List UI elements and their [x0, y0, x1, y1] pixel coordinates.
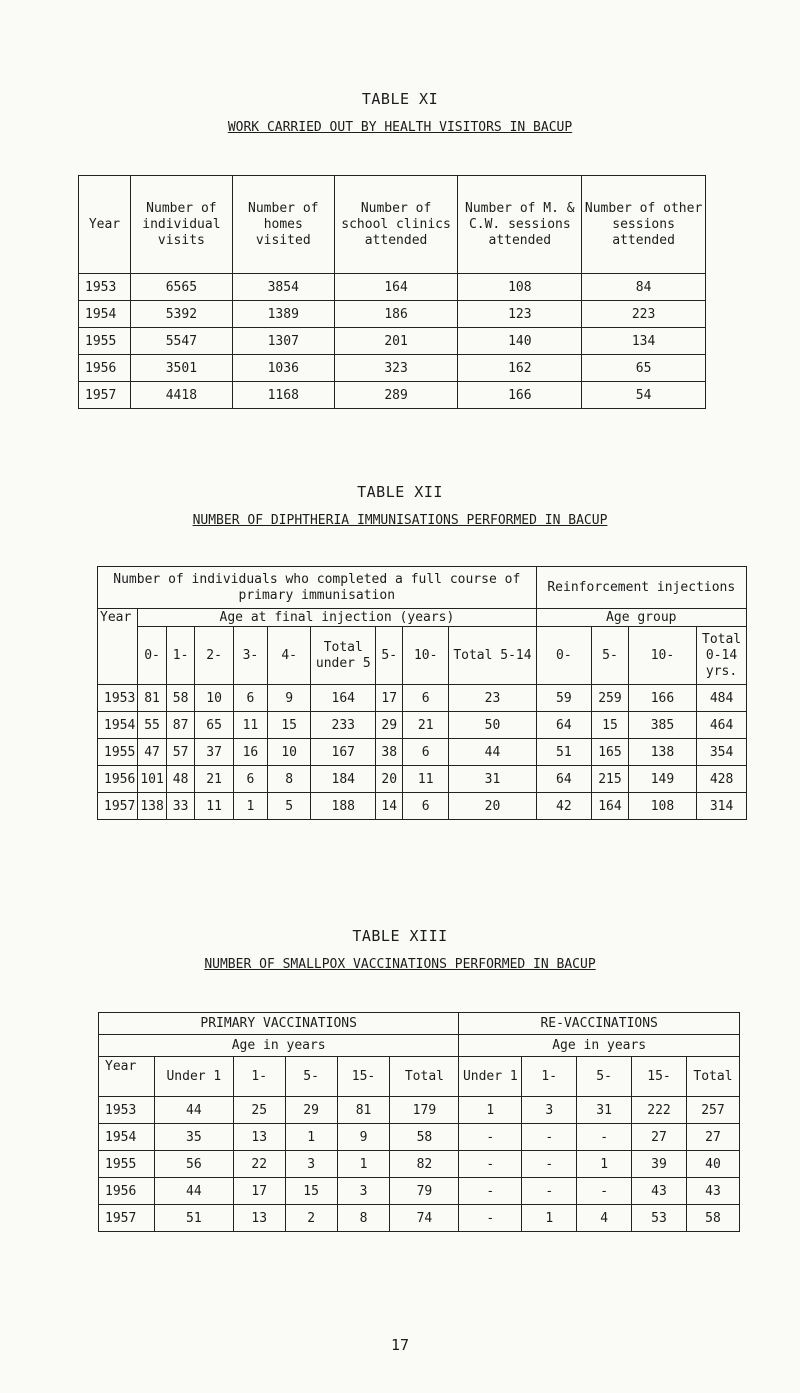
age-in-years-header: Age in years — [99, 1035, 459, 1057]
table-cell: - — [522, 1124, 577, 1151]
table-cell: - — [459, 1124, 522, 1151]
table-11-title: TABLE XI — [361, 90, 439, 108]
table-cell: 164 — [592, 793, 629, 820]
table-cell: 5547 — [130, 328, 232, 355]
table-cell: 10 — [195, 685, 233, 712]
column-header: 0- — [138, 627, 166, 685]
column-header: 4- — [268, 627, 311, 685]
table-cell: 40 — [686, 1151, 739, 1178]
column-header: Number of homes visited — [232, 176, 334, 274]
table-cell: 164 — [311, 685, 376, 712]
table-cell: 1168 — [232, 382, 334, 409]
table-row — [79, 382, 706, 409]
table-cell: 223 — [582, 301, 706, 328]
primary-immunisation-header: Number of individuals who completed a full course of primary immunisation — [98, 567, 537, 609]
year-cell: 1957 — [79, 382, 131, 409]
column-header: Number of individual visits — [130, 176, 232, 274]
year-cell: 1956 — [79, 355, 131, 382]
table-cell: 6 — [233, 685, 267, 712]
table-row — [99, 1178, 740, 1205]
table-11 — [78, 175, 706, 409]
table-cell: 108 — [458, 274, 582, 301]
table-11-body — [79, 274, 706, 409]
age-at-final-injection-header: Age at final injection (years) — [138, 609, 536, 627]
table-cell: 1389 — [232, 301, 334, 328]
table-row — [79, 355, 706, 382]
table-cell: 9 — [268, 685, 311, 712]
year-cell: 1957 — [98, 793, 138, 820]
year-cell: 1955 — [79, 328, 131, 355]
table-cell: 43 — [686, 1178, 739, 1205]
table-cell: 29 — [285, 1097, 337, 1124]
year-cell: 1954 — [98, 712, 138, 739]
column-header: 10- — [403, 627, 449, 685]
table-cell: 1 — [577, 1151, 632, 1178]
table-cell: - — [577, 1124, 632, 1151]
table-row — [79, 328, 706, 355]
table-cell: 4418 — [130, 382, 232, 409]
table-cell: 149 — [628, 766, 696, 793]
table-cell: 162 — [458, 355, 582, 382]
re-vaccinations-header: RE-VACCINATIONS — [459, 1013, 740, 1035]
table-cell: 58 — [166, 685, 195, 712]
table-row — [79, 274, 706, 301]
column-header: Total under 5 — [311, 627, 376, 685]
table-cell: 44 — [449, 739, 536, 766]
table-cell: 179 — [390, 1097, 459, 1124]
table-cell: 15 — [592, 712, 629, 739]
table-cell: 17 — [233, 1178, 285, 1205]
column-header: Total — [390, 1057, 459, 1097]
table-12 — [97, 566, 747, 820]
table-cell: 464 — [697, 712, 747, 739]
table-row — [99, 1151, 740, 1178]
table-cell: 16 — [233, 739, 267, 766]
table-cell: 47 — [138, 739, 166, 766]
table-cell: 123 — [458, 301, 582, 328]
age-in-years-header: Age in years — [459, 1035, 740, 1057]
table-cell: 9 — [337, 1124, 390, 1151]
table-cell: 82 — [390, 1151, 459, 1178]
table-11-subtitle: WORK CARRIED OUT BY HEALTH VISITORS IN BACUP — [227, 120, 573, 135]
column-header: Number of school clinics attended — [334, 176, 458, 274]
column-header: 5- — [285, 1057, 337, 1097]
table-cell: 222 — [632, 1097, 687, 1124]
table-cell: 51 — [536, 739, 592, 766]
year-cell: 1955 — [98, 739, 138, 766]
table-cell: 215 — [592, 766, 629, 793]
table-row — [98, 685, 747, 712]
table-row — [99, 1097, 740, 1124]
year-header-blank — [98, 627, 138, 685]
table-cell: 20 — [449, 793, 536, 820]
year-cell: 1953 — [99, 1097, 155, 1124]
table-cell: 11 — [403, 766, 449, 793]
table-row — [98, 739, 747, 766]
table-cell: 84 — [582, 274, 706, 301]
table-cell: 13 — [233, 1124, 285, 1151]
table-cell: 37 — [195, 739, 233, 766]
column-header: 10- — [628, 627, 696, 685]
table-cell: 108 — [628, 793, 696, 820]
column-header: 15- — [337, 1057, 390, 1097]
column-header: 5- — [592, 627, 629, 685]
year-header: Year — [99, 1057, 155, 1097]
column-header: Under 1 — [154, 1057, 233, 1097]
table-cell: 17 — [376, 685, 403, 712]
table-cell: 1 — [337, 1151, 390, 1178]
column-header: Total 5-14 — [449, 627, 536, 685]
column-header: Year — [79, 176, 131, 274]
table-cell: 87 — [166, 712, 195, 739]
table-row — [99, 1124, 740, 1151]
table-cell: 259 — [592, 685, 629, 712]
table-cell: 65 — [195, 712, 233, 739]
table-12-subheader-row — [98, 609, 747, 627]
table-cell: 20 — [376, 766, 403, 793]
table-cell: 14 — [376, 793, 403, 820]
table-cell: 8 — [337, 1205, 390, 1232]
table-cell: 59 — [536, 685, 592, 712]
table-cell: 23 — [449, 685, 536, 712]
table-cell: 2 — [285, 1205, 337, 1232]
table-cell: 166 — [458, 382, 582, 409]
table-cell: 44 — [154, 1097, 233, 1124]
table-cell: 11 — [195, 793, 233, 820]
table-cell: 3 — [337, 1178, 390, 1205]
age-group-header: Age group — [536, 609, 746, 627]
column-header: 0- — [536, 627, 592, 685]
table-cell: 48 — [166, 766, 195, 793]
table-cell: 289 — [334, 382, 458, 409]
table-cell: 314 — [697, 793, 747, 820]
year-cell: 1954 — [79, 301, 131, 328]
table-cell: 186 — [334, 301, 458, 328]
table-cell: 385 — [628, 712, 696, 739]
table-12-column-row — [98, 627, 747, 685]
table-cell: 35 — [154, 1124, 233, 1151]
reinforcement-header: Reinforcement injections — [536, 567, 746, 609]
page-number: 17 — [390, 1336, 410, 1354]
table-cell: 15 — [268, 712, 311, 739]
column-header: 5- — [577, 1057, 632, 1097]
primary-vaccinations-header: PRIMARY VACCINATIONS — [99, 1013, 459, 1035]
table-cell: 21 — [403, 712, 449, 739]
table-cell: 65 — [582, 355, 706, 382]
table-cell: 38 — [376, 739, 403, 766]
column-header: 1- — [522, 1057, 577, 1097]
table-13-age-row — [99, 1035, 740, 1057]
table-cell: 42 — [536, 793, 592, 820]
table-cell: 1 — [233, 793, 267, 820]
table-cell: - — [459, 1205, 522, 1232]
table-cell: 79 — [390, 1178, 459, 1205]
table-cell: 55 — [138, 712, 166, 739]
table-cell: 8 — [268, 766, 311, 793]
year-cell: 1954 — [99, 1124, 155, 1151]
table-cell: 31 — [577, 1097, 632, 1124]
table-13-title: TABLE XIII — [352, 927, 448, 945]
year-cell: 1953 — [98, 685, 138, 712]
table-cell: 257 — [686, 1097, 739, 1124]
table-cell: - — [577, 1178, 632, 1205]
table-cell: 64 — [536, 766, 592, 793]
column-header: Total 0-14 yrs. — [697, 627, 747, 685]
table-cell: 6 — [403, 793, 449, 820]
table-12-title: TABLE XII — [357, 483, 443, 501]
table-cell: 164 — [334, 274, 458, 301]
table-cell: 323 — [334, 355, 458, 382]
table-row — [98, 793, 747, 820]
table-cell: 11 — [233, 712, 267, 739]
table-cell: 6 — [403, 685, 449, 712]
table-cell: - — [459, 1151, 522, 1178]
table-cell: 138 — [628, 739, 696, 766]
table-cell: 50 — [449, 712, 536, 739]
table-cell: 6 — [233, 766, 267, 793]
table-cell: 53 — [632, 1205, 687, 1232]
table-cell: 201 — [334, 328, 458, 355]
table-cell: 25 — [233, 1097, 285, 1124]
column-header: 5- — [376, 627, 403, 685]
table-cell: 3 — [285, 1151, 337, 1178]
table-13 — [98, 1012, 740, 1232]
table-cell: 138 — [138, 793, 166, 820]
table-cell: 57 — [166, 739, 195, 766]
table-cell: 44 — [154, 1178, 233, 1205]
table-cell: 1036 — [232, 355, 334, 382]
table-cell: 74 — [390, 1205, 459, 1232]
table-cell: 51 — [154, 1205, 233, 1232]
table-row — [79, 301, 706, 328]
table-12-group-row — [98, 567, 747, 609]
table-cell: 81 — [337, 1097, 390, 1124]
table-cell: 3501 — [130, 355, 232, 382]
table-row — [99, 1205, 740, 1232]
table-cell: 27 — [686, 1124, 739, 1151]
column-header: Under 1 — [459, 1057, 522, 1097]
table-cell: 6 — [403, 739, 449, 766]
table-cell: 1 — [522, 1205, 577, 1232]
table-cell: 81 — [138, 685, 166, 712]
table-cell: 33 — [166, 793, 195, 820]
table-13-subtitle: NUMBER OF SMALLPOX VACCINATIONS PERFORMED IN BACUP — [204, 957, 596, 972]
column-header: 1- — [233, 1057, 285, 1097]
year-cell: 1953 — [79, 274, 131, 301]
table-13-column-row — [99, 1057, 740, 1097]
table-cell: 64 — [536, 712, 592, 739]
table-row — [98, 712, 747, 739]
table-cell: 6565 — [130, 274, 232, 301]
table-cell: 58 — [686, 1205, 739, 1232]
table-cell: 233 — [311, 712, 376, 739]
table-cell: 21 — [195, 766, 233, 793]
table-cell: 39 — [632, 1151, 687, 1178]
table-cell: 3854 — [232, 274, 334, 301]
year-cell: 1956 — [98, 766, 138, 793]
column-header: Number of other sessions attended — [582, 176, 706, 274]
table-cell: 3 — [522, 1097, 577, 1124]
year-cell: 1955 — [99, 1151, 155, 1178]
column-header: Number of M. & C.W. sessions attended — [458, 176, 582, 274]
table-cell: 31 — [449, 766, 536, 793]
column-header: 3- — [233, 627, 267, 685]
table-cell: 1 — [285, 1124, 337, 1151]
table-cell: 56 — [154, 1151, 233, 1178]
table-cell: 140 — [458, 328, 582, 355]
table-cell: 29 — [376, 712, 403, 739]
table-cell: 22 — [233, 1151, 285, 1178]
table-cell: 43 — [632, 1178, 687, 1205]
table-cell: 1 — [459, 1097, 522, 1124]
table-cell: 354 — [697, 739, 747, 766]
table-cell: 15 — [285, 1178, 337, 1205]
table-cell: 166 — [628, 685, 696, 712]
table-cell: 134 — [582, 328, 706, 355]
table-cell: 428 — [697, 766, 747, 793]
table-cell: 167 — [311, 739, 376, 766]
table-cell: 165 — [592, 739, 629, 766]
table-cell: - — [522, 1151, 577, 1178]
table-cell: 5392 — [130, 301, 232, 328]
year-cell: 1956 — [99, 1178, 155, 1205]
table-cell: 54 — [582, 382, 706, 409]
table-cell: 188 — [311, 793, 376, 820]
column-header: 1- — [166, 627, 195, 685]
table-cell: 1307 — [232, 328, 334, 355]
year-header: Year — [98, 609, 138, 627]
table-cell: 484 — [697, 685, 747, 712]
table-cell: 27 — [632, 1124, 687, 1151]
table-cell: 101 — [138, 766, 166, 793]
table-cell: 4 — [577, 1205, 632, 1232]
table-cell: - — [459, 1178, 522, 1205]
table-cell: 10 — [268, 739, 311, 766]
column-header: Total — [686, 1057, 739, 1097]
table-cell: 5 — [268, 793, 311, 820]
column-header: 2- — [195, 627, 233, 685]
table-11-header-row — [79, 176, 706, 274]
table-cell: 184 — [311, 766, 376, 793]
table-13-group-row — [99, 1013, 740, 1035]
table-row — [98, 766, 747, 793]
table-12-subtitle: NUMBER OF DIPHTHERIA IMMUNISATIONS PERFORMED IN BACUP — [192, 513, 608, 528]
table-cell: 58 — [390, 1124, 459, 1151]
table-cell: 13 — [233, 1205, 285, 1232]
table-cell: - — [522, 1178, 577, 1205]
column-header: 15- — [632, 1057, 687, 1097]
table-12-body — [98, 685, 747, 820]
table-13-body — [99, 1097, 740, 1232]
year-cell: 1957 — [99, 1205, 155, 1232]
